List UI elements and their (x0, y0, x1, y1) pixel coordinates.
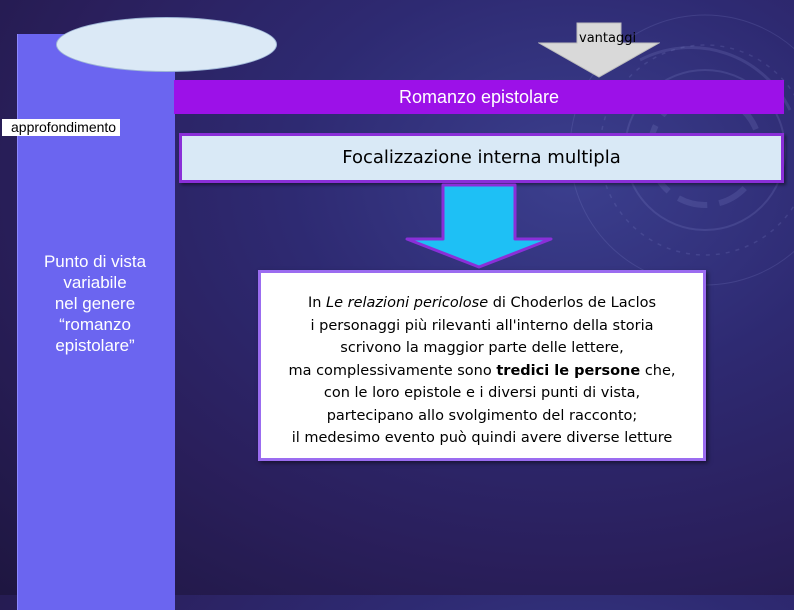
vantaggi-label: vantaggi (579, 31, 637, 46)
description-box (258, 270, 706, 461)
text-line: partecipano allo svolgimento del racconto; (326, 407, 638, 424)
down-arrow-cyan-icon (405, 183, 553, 269)
sidebar-line: variabile (63, 273, 127, 292)
focalization-box: Focalizzazione interna multipla (179, 133, 784, 183)
text-line: i personaggi più rilevanti all'interno della storia (310, 317, 654, 334)
ellipse-shape (56, 17, 277, 72)
text-line: ma complessivamente sono tredici le persone che, (288, 362, 676, 379)
text-line: In Le relazioni pericolose di Choderlos de Laclos (307, 295, 657, 311)
sidebar-line: “romanzo (59, 315, 131, 334)
book-title: Le relazioni pericolose (326, 295, 489, 311)
text-line: con le loro epistole e i diversi punti di vista, (323, 385, 641, 401)
title-band: Romanzo epistolare (174, 80, 784, 114)
sidebar-line: epistolare” (55, 336, 135, 355)
text-line: il medesimo evento può quindi avere diverse letture (291, 430, 673, 446)
approfondimento-tag: approfondimento (2, 119, 120, 136)
text-line: scrivono la maggior parte delle lettere, (340, 340, 624, 356)
sidebar-line: nel genere (54, 294, 136, 313)
sidebar-line: Punto di vista (43, 252, 147, 271)
emphasis-text: tredici le persone (496, 362, 641, 379)
sidebar-description (25, 251, 165, 356)
